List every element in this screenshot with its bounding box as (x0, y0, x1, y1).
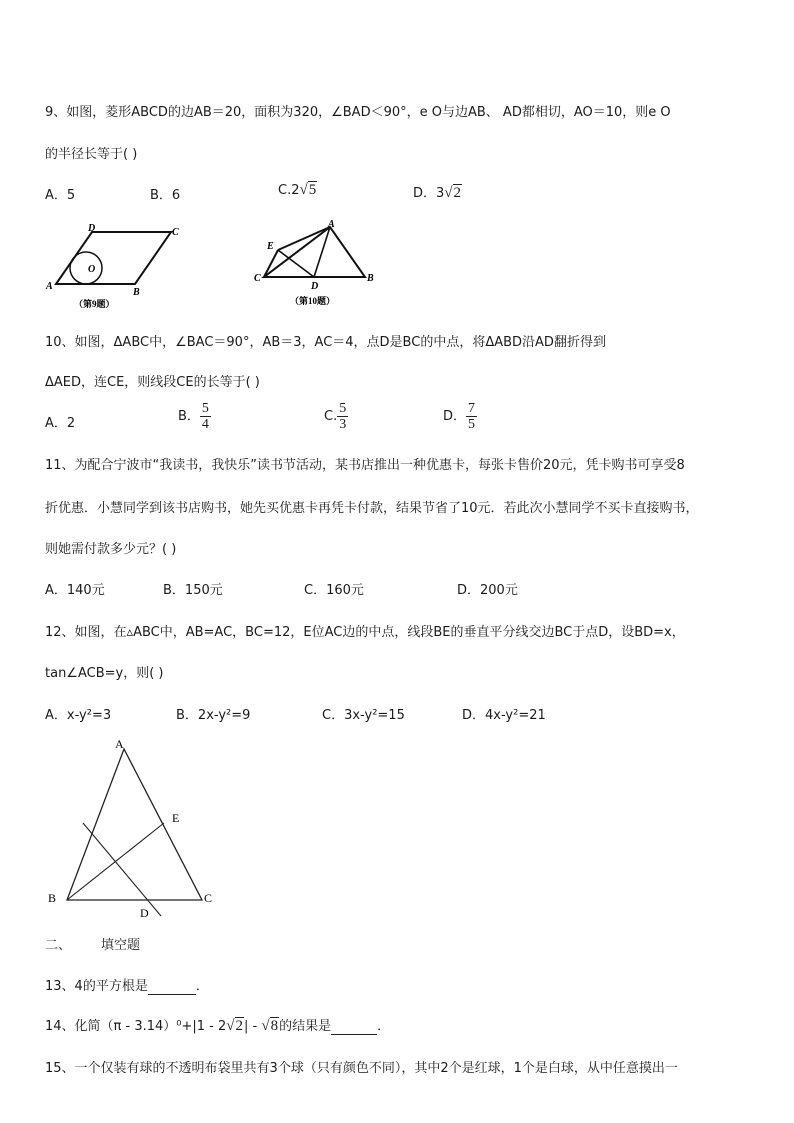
q12-stem-line1: 12、如图，在▵ABC中，AB=AC，BC=12，E位AC边的中点，线段BE的垂直平分线交边BC于点D，设BD=x， (45, 625, 685, 640)
fig10-label-a: A (328, 219, 335, 230)
q10-option-d: D． $\frac{7}{5}$ (443, 401, 476, 432)
q12-option-c: C．3x-y²=15 (322, 708, 405, 723)
fig10-label-c: C (254, 273, 261, 284)
q10-option-a: A．2 (45, 416, 76, 431)
section-number: 二、 (45, 938, 72, 953)
figure-9 (45, 223, 179, 309)
fig9-label-o: O (88, 264, 96, 275)
fig10-label-b: B (367, 273, 374, 284)
fig10-caption: （第10题） (290, 296, 336, 306)
q11-stem-line2: 折优惠．小慧同学到该书店购书，她先买优惠卡再凭卡付款，结果节省了10元．若此次小慧同学不买卡直接购书， (45, 501, 699, 516)
q12-option-b: B．2x-y²=9 (176, 708, 251, 723)
figure-10 (254, 219, 374, 306)
fig9-label-a: A (46, 281, 53, 292)
q10-stem-line1: 10、如图，ΔABC中，∠BAC＝90°，AB＝3，AC＝4，点D是BC的中点，将ΔABD沿AD翻折得到 (45, 335, 606, 350)
q10-option-c: C. $\frac{5}{3}$ (324, 401, 347, 432)
q13-answer-blank (148, 979, 196, 995)
q10-option-b: B． $\frac{5}{4}$ (178, 401, 209, 432)
q11-stem-line1: 11、为配合宁波市“我读书，我快乐”读书节活动，某书店推出一种优惠卡，每张卡售价20元，凭卡购书可享受8 (45, 458, 685, 473)
q11-option-b: B．150元 (163, 583, 223, 598)
fig12-label-c: C (204, 891, 213, 905)
q9-option-c: C.2√5 (278, 182, 317, 198)
fig9-label-b: B (133, 287, 140, 298)
fig9-label-c: C (172, 227, 179, 238)
fig12-label-b: B (48, 891, 57, 905)
q10-stem-line2: ΔAED，连CE，则线段CE的长等于( ) (45, 375, 260, 390)
q15-stem-line1: 15、一个仅装有球的不透明布袋里共有3个球（只有颜色不同），其中2个是红球，1个是白球，从中任意摸出一 (45, 1061, 678, 1076)
q11-option-d: D．200元 (457, 583, 518, 598)
q14-answer-blank (331, 1019, 377, 1035)
fig12-label-e: E (172, 811, 180, 825)
fig10-label-d: D (311, 281, 319, 292)
fig9-label-d: D (88, 223, 96, 234)
q13-stem: 13、4的平方根是 ． (45, 979, 209, 994)
q9-stem-line1: 9、如图，菱形ABCD的边AB＝20，面积为320，∠BAD＜90°，e O与边AB、 AD都相切，AO＝10，则e O (45, 105, 671, 120)
fig10-label-e: E (267, 241, 274, 252)
fig9-caption: （第9题） (74, 299, 115, 309)
figure-12 (40, 732, 240, 922)
fig12-label-a: A (115, 737, 124, 751)
q11-option-c: C．160元 (304, 583, 364, 598)
figures-9-10 (40, 218, 400, 313)
q11-stem-line3: 则她需付款多少元？( ) (45, 542, 177, 557)
q9-option-b: B．6 (150, 188, 181, 203)
q9-option-a: A．5 (45, 188, 76, 203)
q12-stem-line2: tan∠ACB=y，则( ) (45, 666, 164, 681)
q9-option-d: D．3√2 (413, 185, 462, 201)
q9-stem-line2: 的半径长等于( ) (45, 147, 138, 162)
q12-option-d: D．4x-y²=21 (462, 708, 546, 723)
q14-stem: 14、化简（π - 3.14）⁰+|1 - 2√2| - √8的结果是 ． (45, 1018, 391, 1034)
fig12-label-d: D (140, 906, 149, 920)
q12-option-a: A．x-y²=3 (45, 708, 112, 723)
q11-option-a: A．140元 (45, 583, 105, 598)
section-title: 填空题 (101, 938, 141, 953)
